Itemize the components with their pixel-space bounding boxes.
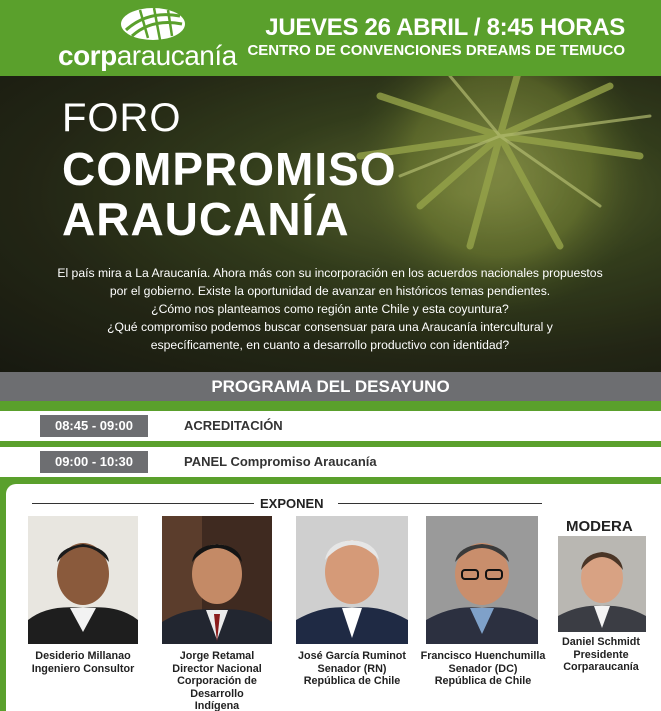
- speaker-caption: José García Ruminot Senador (RN) República de Chile: [297, 650, 406, 687]
- brand-logo-text: corparaucanía: [58, 40, 237, 71]
- moderator-caption: Daniel Schmidt Presidente Corparaucanía: [562, 636, 640, 673]
- event-title-line1: COMPROMISO: [62, 143, 397, 195]
- event-description: [40, 264, 620, 354]
- header: [0, 0, 661, 76]
- speaker-caption: Jorge Retamal Director Nacional Corporación de Desarrollo Indígena: [172, 650, 262, 711]
- speaker-photo: [162, 516, 272, 644]
- event-venue: CENTRO DE CONVENCIONES DREAMS DE TEMUCO: [247, 42, 625, 59]
- schedule-time: 08:45 - 09:00: [40, 415, 148, 437]
- speaker-caption: Desiderio Millanao Ingeniero Consultor: [31, 650, 135, 675]
- speaker-caption: Francisco Huenchumilla Senador (DC) República de Chile: [420, 650, 546, 687]
- description-line: El país mira a La Araucanía. Ahora más con su incorporación en los acuerdos nacionales propuestos: [57, 266, 603, 280]
- speakers-panel: [6, 484, 661, 711]
- moderator-heading: MODERA: [566, 518, 633, 535]
- program-title: PROGRAMA DEL DESAYUNO: [211, 377, 450, 396]
- schedule-row: [0, 447, 661, 477]
- event-title-line2: ARAUCANÍA: [62, 193, 350, 245]
- speaker-photo: [426, 516, 538, 644]
- description-line: ¿Qué compromiso podemos buscar consensuar para una Araucanía intercultural y: [107, 320, 553, 334]
- speaker-photo: [28, 516, 138, 644]
- event-prefix: FORO: [62, 96, 182, 140]
- event-date: JUEVES 26 ABRIL / 8:45 HORAS: [265, 14, 625, 41]
- moderator-photo: [558, 536, 646, 632]
- description-line: específicamente, en cuanto a desarrollo productivo con identidad?: [150, 338, 510, 352]
- speaker-photo: [296, 516, 408, 644]
- schedule-row: [0, 411, 661, 441]
- hero-banner: [0, 76, 661, 372]
- schedule-label: ACREDITACIÓN: [184, 418, 283, 433]
- divider: [338, 503, 542, 504]
- program-header: [0, 372, 661, 401]
- schedule-label: PANEL Compromiso Araucanía: [184, 454, 377, 469]
- divider: [32, 503, 254, 504]
- leaf-logo-icon: [118, 2, 188, 42]
- description-line: por el gobierno. Existe la oportunidad de avanzar en históricos temas pendientes.: [109, 284, 551, 298]
- description-line: ¿Cómo nos planteamos como región ante Chile y esta coyuntura?: [151, 302, 509, 316]
- schedule-time: 09:00 - 10:30: [40, 451, 148, 473]
- speakers-heading: EXPONEN: [260, 496, 324, 511]
